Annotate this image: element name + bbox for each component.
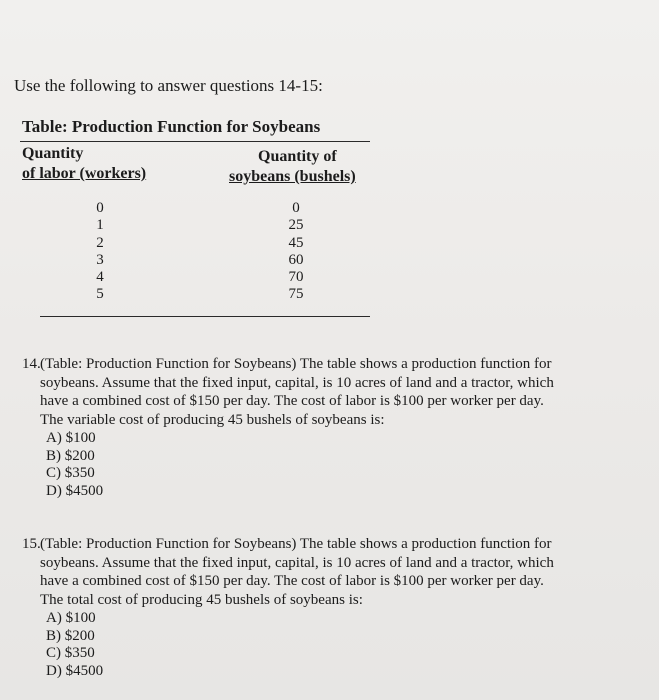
soybeans-cell: 75 <box>288 286 304 303</box>
option-d: D) $4500 <box>46 482 104 499</box>
question-line: The total cost of producing 45 bushels of soybeans is: <box>40 591 363 608</box>
labor-column <box>80 200 120 304</box>
option-c: C) $350 <box>46 465 95 481</box>
soybeans-cell: 25 <box>288 217 304 234</box>
question-line: have a combined cost of $150 per day. The cost of labor is $100 per worker per day. <box>40 393 544 409</box>
soybeans-column <box>276 200 316 304</box>
table-top-rule <box>20 141 370 142</box>
col1-header-line2: of labor (workers) <box>22 165 147 182</box>
table-bottom-rule <box>40 316 370 317</box>
question-line: (Table: Production Function for Soybeans) The table shows a production function for <box>40 356 552 372</box>
labor-cell: 4 <box>96 269 104 286</box>
soybeans-cell: 60 <box>288 251 304 268</box>
question-line: The variable cost of producing 45 bushels of soybeans is: <box>40 411 385 428</box>
question-line: have a combined cost of $150 per day. The cost of labor is $100 per worker per day. <box>40 573 544 589</box>
question-15 <box>22 535 630 679</box>
option-a: A) $100 <box>46 610 96 626</box>
option-b: B) $200 <box>46 627 95 644</box>
question-number: 14. <box>22 356 41 372</box>
option-c: C) $350 <box>46 645 95 661</box>
soybeans-cell: 45 <box>288 234 304 251</box>
intro-text: Use the following to answer questions 14-15: <box>14 76 323 95</box>
question-line: soybeans. Assume that the fixed input, capital, is 10 acres of land and a tractor, which <box>40 554 554 571</box>
question-14 <box>22 355 630 499</box>
labor-cell: 0 <box>96 200 104 216</box>
option-d: D) $4500 <box>46 662 104 679</box>
labor-cell: 2 <box>96 234 104 251</box>
col2-header-line1: Quantity of <box>258 148 337 165</box>
labor-cell: 3 <box>96 251 104 268</box>
soybeans-cell: 0 <box>292 200 300 216</box>
option-a: A) $100 <box>46 430 96 446</box>
question-line: (Table: Production Function for Soybeans) The table shows a production function for <box>40 536 552 552</box>
soybeans-cell: 70 <box>288 269 304 286</box>
table-title: Table: Production Function for Soybeans <box>22 117 321 136</box>
question-number: 15. <box>22 536 41 552</box>
labor-cell: 5 <box>96 286 104 303</box>
option-b: B) $200 <box>46 447 95 464</box>
question-line: soybeans. Assume that the fixed input, capital, is 10 acres of land and a tractor, which <box>40 374 554 391</box>
col2-header-line2: soybeans (bushels) <box>229 168 356 185</box>
col1-header-line1: Quantity <box>22 145 84 162</box>
labor-cell: 1 <box>96 217 104 234</box>
